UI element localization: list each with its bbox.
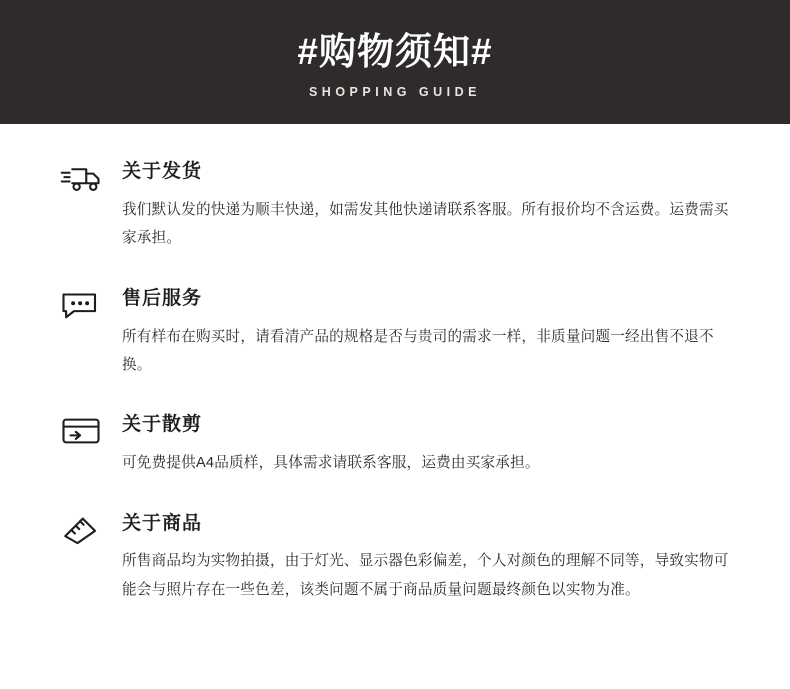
section-body: 所有样布在购买时，请看清产品的规格是否与贵司的需求一样，非质量问题一经出售不退不换。 — [122, 328, 714, 373]
section-title: 关于商品 — [122, 512, 203, 534]
page-subtitle: SHOPPING GUIDE — [308, 84, 482, 99]
chat-bubble-icon — [60, 288, 102, 322]
section-text — [122, 410, 730, 477]
section-body: 可免费提供A4品质样，具体需求请联系客服，运费由买家承担。 — [122, 455, 540, 472]
icon-container — [60, 157, 122, 195]
section-text — [122, 157, 730, 253]
section-body: 所售商品均为实物拍摄，由于灯光、显示器色彩偏差，个人对颜色的理解不同等，导致实物可能会与照片存在一些色差，该类问题不属于商品质量问题最终颜色以实物为准。 — [122, 553, 729, 598]
icon-container — [60, 509, 122, 547]
section-text — [122, 284, 730, 380]
icon-container — [60, 410, 122, 448]
section-cutting — [0, 410, 790, 477]
ruler-icon — [60, 513, 102, 547]
section-title: 关于发货 — [122, 161, 203, 182]
icon-container — [60, 284, 122, 322]
guide-sections — [0, 124, 790, 604]
section-after-sales — [0, 284, 790, 380]
section-delivery — [0, 157, 790, 253]
delivery-truck-icon — [60, 161, 102, 195]
section-text — [122, 509, 730, 605]
section-title: 关于散剪 — [122, 414, 203, 436]
section-title: 售后服务 — [122, 287, 203, 309]
page-title: #购物须知# — [297, 31, 493, 73]
section-product — [0, 509, 790, 605]
scissors-cut-icon — [60, 414, 102, 448]
section-body: 我们默认发的快递为顺丰快递，如需发其他快递请联系客服。所有报价均不含运费。运费需买家承担。 — [122, 201, 729, 247]
page-banner — [0, 0, 790, 124]
